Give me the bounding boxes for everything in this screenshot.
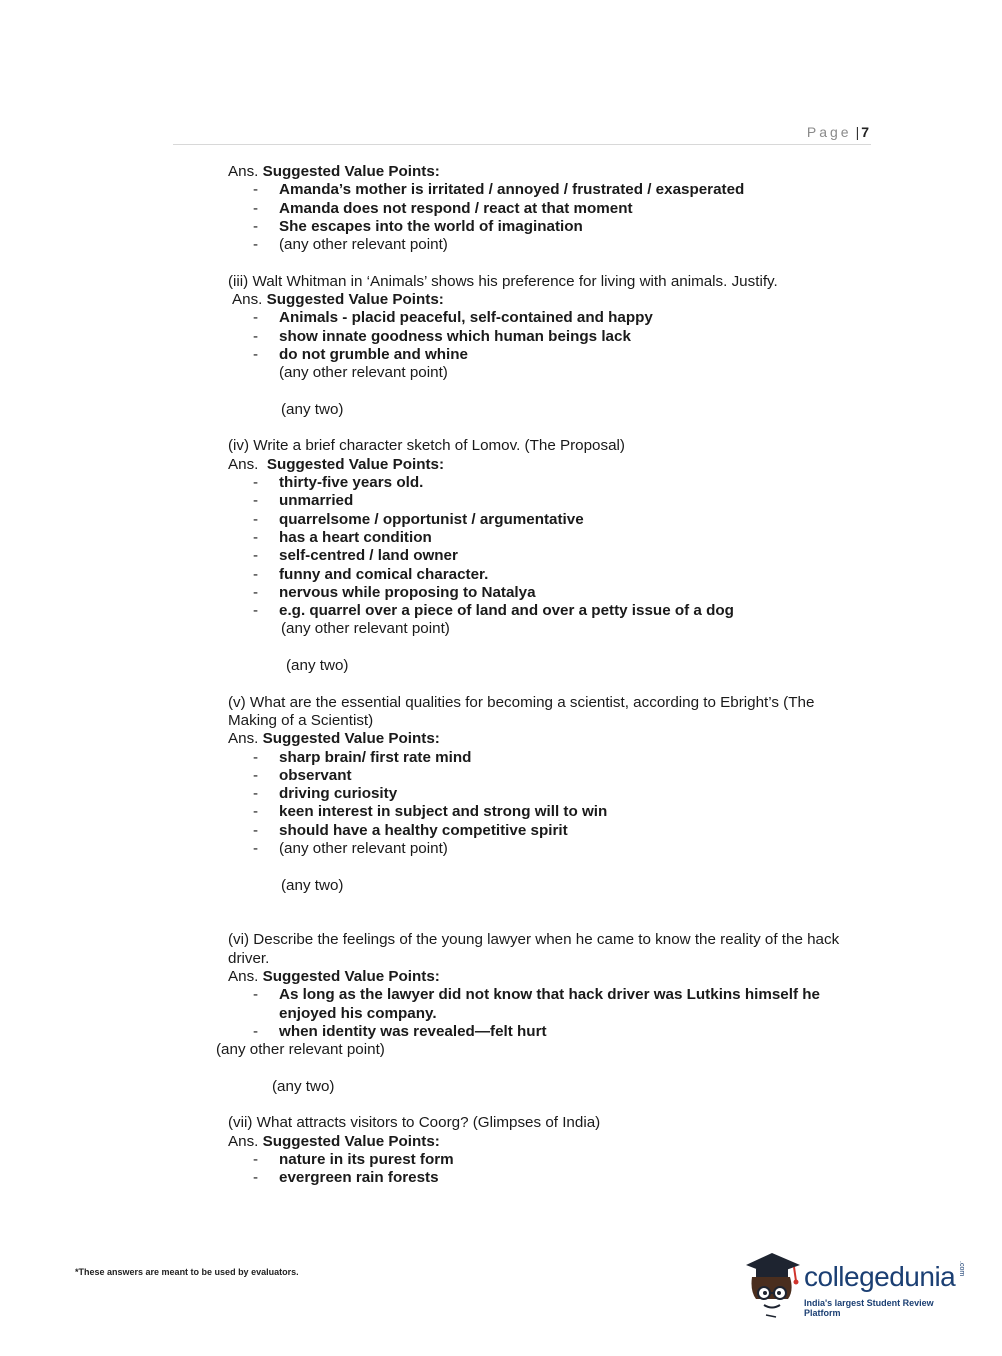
- value-point: [0, 218, 1002, 236]
- bullet-dash: -: [253, 309, 259, 327]
- value-point-text: do not grumble and whine: [279, 345, 468, 363]
- logo-name: collegedunia: [804, 1261, 956, 1292]
- bullet-dash: -: [253, 236, 259, 254]
- value-point: [0, 181, 1002, 199]
- question-text: (v) What are the essential qualities for becoming a scientist, according to Ebright’s (The: [228, 693, 815, 711]
- value-point-text: keen interest in subject and strong will to win: [279, 803, 608, 821]
- question-text: (vi) Describe the feelings of the young lawyer when he came to know the reality of the hack: [228, 931, 840, 949]
- value-point-text: show innate goodness which human beings lack: [279, 327, 631, 345]
- student-mascot-icon: [742, 1247, 804, 1319]
- ans-prefix: Ans.: [228, 730, 263, 748]
- value-point: [0, 767, 1002, 785]
- value-point: [0, 749, 1002, 767]
- bullet-dash: -: [253, 785, 259, 803]
- bullet-dash: -: [253, 327, 259, 345]
- value-point-text: driving curiosity: [279, 785, 398, 803]
- question-text: (iv) Write a brief character sketch of Lomov. (The Proposal): [228, 437, 625, 455]
- page-header: [173, 124, 871, 145]
- bullet-dash: -: [253, 803, 259, 821]
- ans-label: Suggested Value Points:: [262, 163, 440, 180]
- logo-tagline: India's largest Student Review Platform: [804, 1298, 934, 1318]
- answer-heading: [0, 456, 1002, 474]
- page-separator: |: [855, 124, 860, 140]
- ans-prefix: Ans.: [228, 455, 267, 473]
- value-point: [0, 1169, 1002, 1187]
- bullet-dash: -: [253, 1169, 259, 1187]
- value-point: [0, 584, 1002, 602]
- value-point: [0, 346, 1002, 364]
- answer-note: (any two): [272, 1077, 335, 1095]
- question-text: (iii) Walt Whitman in ‘Animals’ shows his preference for living with animals. Justify.: [228, 272, 778, 290]
- bullet-dash: -: [253, 748, 259, 766]
- value-point-text: Amanda does not respond / react at that moment: [279, 199, 633, 217]
- answer-heading: [0, 291, 1002, 309]
- answer-heading: [0, 163, 1002, 181]
- value-point-text: funny and comical character.: [279, 565, 489, 583]
- value-point: [0, 1151, 1002, 1169]
- bullet-dash: -: [253, 217, 259, 235]
- value-point-text: enjoyed his company.: [279, 1004, 437, 1022]
- bullet-dash: -: [253, 474, 259, 492]
- ans-label: Suggested Value Points:: [266, 291, 444, 309]
- value-point-text: observant: [279, 766, 352, 784]
- value-point: [0, 986, 1002, 1004]
- value-point: [0, 822, 1002, 840]
- bullet-dash: -: [253, 510, 259, 528]
- value-point-text: Amanda’s mother is irritated / annoyed / frustrated / exasperated: [279, 181, 745, 199]
- answer-heading: [0, 730, 1002, 748]
- value-point: [0, 1023, 1002, 1041]
- ans-prefix: Ans.: [228, 1132, 263, 1150]
- spacer: [0, 675, 1002, 693]
- spacer: [0, 254, 1002, 272]
- bullet-dash: -: [253, 181, 259, 199]
- value-point-text: unmarried: [279, 492, 354, 510]
- spacer: [0, 419, 1002, 437]
- value-point-text: has a heart condition: [279, 528, 432, 546]
- value-point-text: evergreen rain forests: [279, 1169, 439, 1187]
- value-point: [0, 328, 1002, 346]
- value-point: [0, 309, 1002, 327]
- answer-heading: [0, 1133, 1002, 1151]
- spacer: [0, 1060, 1002, 1078]
- value-point-text: e.g. quarrel over a piece of land and over a petty issue of a dog: [279, 602, 734, 620]
- bullet-dash: -: [253, 986, 259, 1004]
- logo-suffix: .com: [958, 1261, 965, 1277]
- value-point-text: nervous while proposing to Natalya: [279, 583, 536, 601]
- answer-note: (any two): [286, 657, 349, 675]
- ans-label: Suggested Value Points:: [262, 730, 440, 748]
- ans-prefix: Ans.: [228, 968, 263, 986]
- bullet-dash: -: [253, 1022, 259, 1040]
- ans-label: Suggested Value Points:: [262, 1132, 440, 1150]
- bullet-dash: -: [253, 821, 259, 839]
- answer-note: (any other relevant point): [216, 1041, 385, 1059]
- value-point: [0, 474, 1002, 492]
- value-point: [0, 602, 1002, 620]
- answer-heading: [0, 968, 1002, 986]
- value-point-text: self-centred / land owner: [279, 547, 458, 565]
- bullet-dash: -: [253, 839, 259, 857]
- value-point-text: (any other relevant point): [279, 236, 448, 254]
- answer-note: (any other relevant point): [281, 620, 450, 638]
- value-point-text: when identity was revealed—felt hurt: [279, 1022, 547, 1040]
- bullet-dash: -: [253, 528, 259, 546]
- bullet-dash: -: [253, 602, 259, 620]
- question-text: Making of a Scientist): [228, 711, 374, 729]
- value-point-text: (any other relevant point): [279, 839, 448, 857]
- value-point-text: As long as the lawyer did not know that hack driver was Lutkins himself he: [279, 986, 820, 1004]
- bullet-dash: -: [253, 766, 259, 784]
- value-point: [0, 803, 1002, 821]
- value-point-text: sharp brain/ first rate mind: [279, 748, 472, 766]
- bullet-dash: -: [253, 345, 259, 363]
- evaluator-note: *These answers are meant to be used by evaluators.: [75, 1267, 299, 1277]
- question-text: (vii) What attracts visitors to Coorg? (Glimpses of India): [228, 1114, 601, 1132]
- value-point: [0, 1005, 1002, 1023]
- answer-note: (any two): [281, 876, 344, 894]
- bullet-dash: -: [253, 1151, 259, 1169]
- spacer: [0, 858, 1002, 876]
- value-point: [0, 566, 1002, 584]
- spacer: [0, 383, 1002, 401]
- ans-prefix: Ans.: [232, 291, 267, 309]
- value-point: [0, 785, 1002, 803]
- spacer: [0, 639, 1002, 657]
- value-point-text: thirty-five years old.: [279, 474, 424, 492]
- value-point: [0, 492, 1002, 510]
- value-point-text: Animals - placid peaceful, self-contained and happy: [279, 309, 653, 327]
- answer-content: [0, 163, 1002, 1188]
- value-point: [0, 529, 1002, 547]
- value-point-text: She escapes into the world of imagination: [279, 217, 583, 235]
- bullet-dash: -: [253, 565, 259, 583]
- value-point-text: quarrelsome / opportunist / argumentative: [279, 510, 584, 528]
- ans-label: Suggested Value Points:: [266, 455, 445, 473]
- value-point-text: nature in its purest form: [279, 1151, 454, 1169]
- ans-label: Suggested Value Points:: [262, 968, 440, 986]
- value-point-text: should have a healthy competitive spirit: [279, 821, 568, 839]
- spacer: [0, 913, 1002, 931]
- spacer: [0, 895, 1002, 913]
- page-digit: 7: [861, 124, 869, 140]
- answer-note: (any two): [281, 400, 344, 418]
- value-point: [0, 547, 1002, 565]
- spacer: [0, 1096, 1002, 1114]
- value-point: [0, 236, 1002, 254]
- value-point: [0, 511, 1002, 529]
- value-point: [0, 200, 1002, 218]
- question-text: driver.: [228, 949, 270, 967]
- collegedunia-logo[interactable]: [742, 1247, 972, 1319]
- value-point: [0, 840, 1002, 858]
- ans-prefix: Ans.: [228, 163, 263, 180]
- bullet-dash: -: [253, 492, 259, 510]
- page-label: Page: [806, 124, 852, 140]
- answer-note: (any other relevant point): [279, 364, 448, 382]
- bullet-dash: -: [253, 583, 259, 601]
- bullet-dash: -: [253, 547, 259, 565]
- bullet-dash: -: [253, 199, 259, 217]
- page-number: [807, 124, 869, 140]
